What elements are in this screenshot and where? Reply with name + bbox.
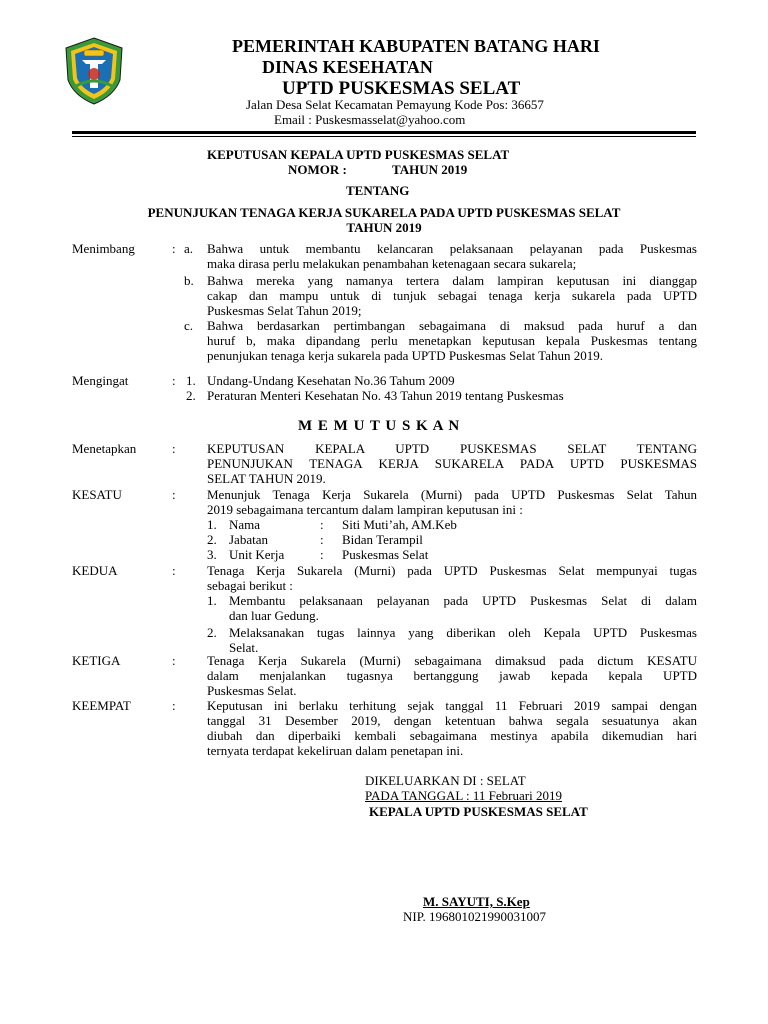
keempat-line-3: diubah dan diperbaiki kembali sebagaimana mestinya apabila dikemudian hari xyxy=(207,728,697,743)
header-email: Email : Puskesmasselat@yahoo.com xyxy=(274,112,466,127)
kesatu-line-2: 2019 sebagaimana tercantum dalam lampiran keputusan ini : xyxy=(207,502,523,517)
kedua-line-2: sebagai berikut : xyxy=(207,578,293,593)
menetapkan-line-3: SELAT TAHUN 2019. xyxy=(207,471,326,486)
kesatu-field-colon-1: : xyxy=(320,517,324,532)
mengingat-item-2: Peraturan Menteri Kesehatan No. 43 Tahun 2019 tentang Puskesmas xyxy=(207,388,564,403)
keempat-line-1: Keputusan ini berlaku terhitung sejak tanggal 11 Februari 2019 sampai dengan xyxy=(207,698,697,713)
kedua-item-2-line-2: Selat. xyxy=(229,640,259,655)
kesatu-field-value-3: Puskesmas Selat xyxy=(342,547,429,562)
kedua-item-num-2: 2. xyxy=(207,625,217,640)
tentang-label: TENTANG xyxy=(346,183,410,198)
regency-logo xyxy=(62,36,126,106)
decree-number-label: NOMOR : xyxy=(288,162,347,177)
kesatu-line-1: Menunjuk Tenaga Kerja Sukarela (Murni) pada UPTD Puskesmas Selat Tahun xyxy=(207,487,697,502)
kedua-item-1-line-1: Membantu pelaksanaan pelayanan pada UPTD Puskesmas Selat di dalam xyxy=(229,593,697,608)
kesatu-field-name-3: Unit Kerja xyxy=(229,547,285,562)
kedua-item-num-1: 1. xyxy=(207,593,217,608)
kesatu-colon: : xyxy=(172,487,176,502)
mengingat-label: Mengingat xyxy=(72,373,129,388)
header-line-1: PEMERINTAH KABUPATEN BATANG HARI xyxy=(232,36,600,56)
kesatu-field-colon-2: : xyxy=(320,532,324,547)
mengingat-item-1: Undang-Undang Kesehatan No.36 Tahum 2009 xyxy=(207,373,455,388)
mengingat-colon: : xyxy=(172,373,176,388)
ketiga-line-3: Puskesmas Selat. xyxy=(207,683,297,698)
signatory-name: M. SAYUTI, S.Kep xyxy=(423,894,530,909)
menetapkan-label: Menetapkan xyxy=(72,441,137,456)
ketiga-label: KETIGA xyxy=(72,653,121,668)
kesatu-field-num-3: 3. xyxy=(207,547,217,562)
kesatu-field-num-1: 1. xyxy=(207,517,217,532)
kesatu-field-name-2: Jabatan xyxy=(229,532,268,547)
menimbang-c-line-2: huruf b, maka dipandang perlu menetapkan keputusan kepala Puskesmas tentang xyxy=(207,333,697,348)
mengingat-mark-2: 2. xyxy=(186,388,196,403)
header-line-2: DINAS KESEHATAN xyxy=(262,57,433,77)
menetapkan-line-1: KEPUTUSAN KEPALA UPTD PUSKESMAS SELAT TENTANG xyxy=(207,441,697,456)
menimbang-a-line-2: maka dirasa perlu melakukan penambahan ketenagaan secara sukarela; xyxy=(207,256,577,271)
keempat-label: KEEMPAT xyxy=(72,698,131,713)
issued-date: PADA TANGGAL : 11 Februari 2019 xyxy=(365,788,562,803)
menimbang-b-line-2: cakap dan mampu untuk di tunjuk sebagai tenaga kerja sukarela pada UPTD xyxy=(207,288,697,303)
header-line-3: UPTD PUSKESMAS SELAT xyxy=(282,78,521,99)
header-rule-thin xyxy=(72,136,696,137)
kesatu-label: KESATU xyxy=(72,487,122,502)
issued-at: DIKELUARKAN DI : SELAT xyxy=(365,773,526,788)
kedua-item-1-line-2: dan luar Gedung. xyxy=(229,608,319,623)
subject-line-2: TAHUN 2019 xyxy=(346,220,422,235)
menimbang-b-line-3: Puskesmas Selat Tahun 2019; xyxy=(207,303,362,318)
signatory-position: KEPALA UPTD PUSKESMAS SELAT xyxy=(369,804,588,819)
kesatu-field-colon-3: : xyxy=(320,547,324,562)
kedua-colon: : xyxy=(172,563,176,578)
kedua-line-1: Tenaga Kerja Sukarela (Murni) pada UPTD Puskesmas Selat mempunyai tugas xyxy=(207,563,697,578)
menimbang-c-line-1: Bahwa berdasarkan pertimbangan sebagaimana di maksud pada huruf a dan xyxy=(207,318,697,333)
decree-year: TAHUN 2019 xyxy=(392,162,468,177)
header-rule-thick xyxy=(72,131,696,134)
menimbang-mark-b: b. xyxy=(184,273,194,288)
shield-emblem-icon xyxy=(62,36,126,106)
menimbang-a-line-1: Bahwa untuk membantu kelancaran pelaksanaan pelayanan pada Puskesmas xyxy=(207,241,697,256)
menetapkan-colon: : xyxy=(172,441,176,456)
menimbang-colon: : xyxy=(172,241,176,256)
memutuskan-heading: M E M U T U S K A N xyxy=(298,418,461,434)
kesatu-field-value-1: Siti Muti’ah, AM.Keb xyxy=(342,517,457,532)
kesatu-field-num-2: 2. xyxy=(207,532,217,547)
kedua-label: KEDUA xyxy=(72,563,118,578)
subject-line-1: PENUNJUKAN TENAGA KERJA SUKARELA PADA UPTD PUSKESMAS SELAT xyxy=(147,205,621,220)
kesatu-field-name-1: Nama xyxy=(229,517,261,532)
mengingat-mark-1: 1. xyxy=(186,373,196,388)
menetapkan-line-2: PENUNJUKAN TENAGA KERJA SUKARELA PADA UPTD PUSKESMAS xyxy=(207,456,697,471)
header-address: Jalan Desa Selat Kecamatan Pemayung Kode Pos: 36657 xyxy=(246,97,544,112)
ketiga-colon: : xyxy=(172,653,176,668)
menimbang-mark-a: a. xyxy=(184,241,194,256)
menimbang-b-line-1: Bahwa mereka yang namanya tertera dalam lampiran keputusan ini dianggap xyxy=(207,273,697,288)
keempat-colon: : xyxy=(172,698,176,713)
keempat-line-2: tanggal 31 Desember 2019, dengan ketentuan bahwa segala sesuatunya akan xyxy=(207,713,697,728)
kedua-item-2-line-1: Melaksanakan tugas lainnya yang diberikan oleh Kepala UPTD Puskesmas xyxy=(229,625,697,640)
menimbang-c-line-3: penunjukan tenaga kerja sukarela pada UPTD Puskesmas Selat Tahun 2019. xyxy=(207,348,603,363)
menimbang-mark-c: c. xyxy=(184,318,194,333)
decree-title: KEPUTUSAN KEPALA UPTD PUSKESMAS SELAT xyxy=(207,147,510,162)
ketiga-line-1: Tenaga Kerja Sukarela (Murni) sebagaimana dimaksud pada dictum KESATU xyxy=(207,653,697,668)
signatory-nip: NIP. 196801021990031007 xyxy=(403,909,547,924)
ketiga-line-2: dalam menjalankan tugasnya bertanggung jawab kepada kepala UPTD xyxy=(207,668,697,683)
menimbang-label: Menimbang xyxy=(72,241,135,256)
kesatu-field-value-2: Bidan Terampil xyxy=(342,532,423,547)
keempat-line-4: ternyata terdapat kekeliruan dalam penetapan ini. xyxy=(207,743,464,758)
